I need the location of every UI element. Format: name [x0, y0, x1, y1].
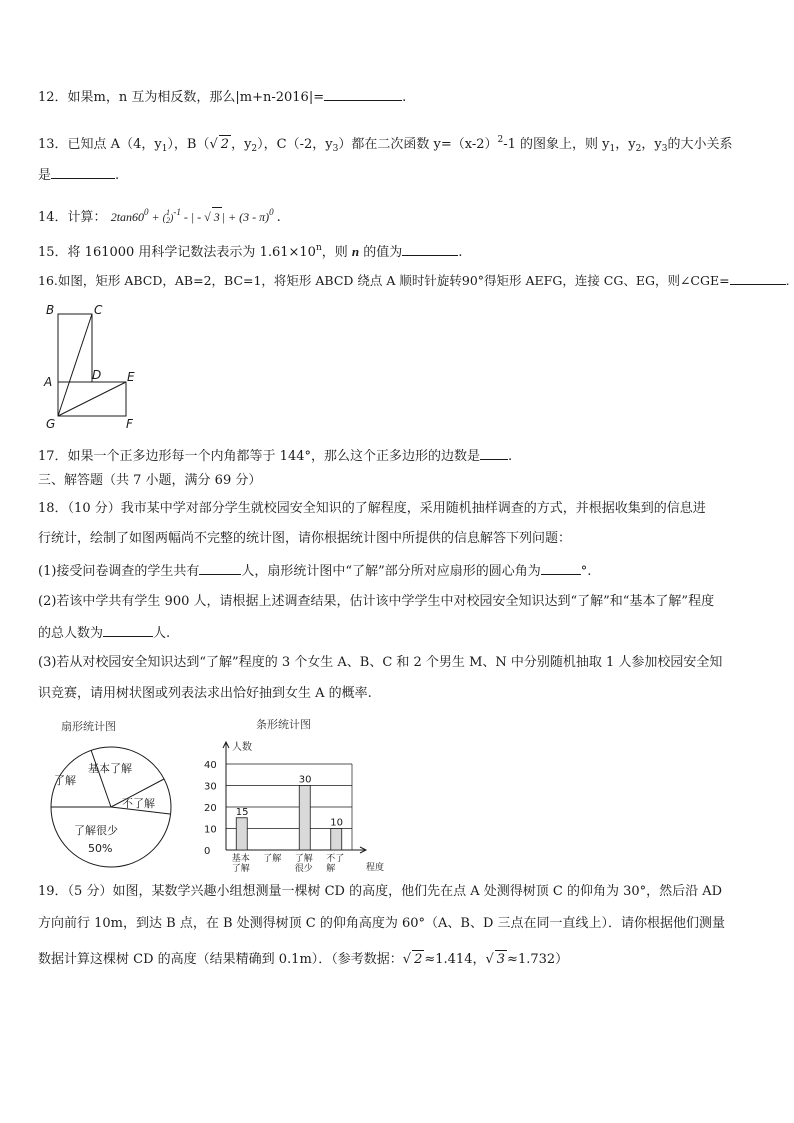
- question-13: 13．已知点 A（4，$y_1$），B（√ 2 ，$y_2$），C（-2，$y_3$）都在二次函数 $y=(x-2)^2-1$ 的图象上，则 $y_1$，$y_2$，$y_3$的大小关系: [38, 135, 733, 154]
- question-18-part2: (2)若该中学共有学生 900 人，请根据上述调查结果，估计该中学学生中对校园安全知识达到“了解”和“基本了解”程度: [38, 594, 715, 609]
- rect-abcd: [58, 314, 92, 382]
- question-13-line2: 是 .: [38, 168, 120, 183]
- segment-eg: [58, 382, 126, 416]
- q18-p2-blank[interactable]: [103, 624, 153, 637]
- q16-rectangle-figure: [38, 300, 148, 435]
- section-3-heading: 三、解答题（共 7 小题，满分 69 分）: [38, 473, 262, 488]
- question-18-part1: (1)接受问卷调查的学生共有 人，扇形统计图中“了解”部分所对应扇形的圆心角为 °.: [38, 564, 592, 579]
- pie-chart-figure: [36, 712, 186, 872]
- sqrt-2: 2: [220, 137, 230, 152]
- question-15: 15．将 161000 用科学记数法表示为 $1.61\times 10^n$，则 n 的值为 .: [38, 243, 463, 260]
- q18-p1-blank2[interactable]: [541, 562, 581, 575]
- pie-label-basic: 基本了解: [88, 762, 132, 775]
- bar-chart-ylabel: 人数: [232, 742, 252, 753]
- bar-chart-figure: [196, 712, 386, 874]
- label-a: A: [44, 375, 53, 389]
- q13-answer-blank[interactable]: [51, 166, 115, 179]
- label-g: G: [46, 417, 56, 431]
- x-category-label: 解: [326, 864, 336, 874]
- bar-3: [331, 829, 342, 851]
- q17-answer-blank[interactable]: [480, 447, 508, 460]
- label-b: B: [46, 303, 55, 317]
- question-18-line1: 18．（10 分）我市某中学对部分学生就校园安全知识的了解程度，采用随机抽样调查的方式，并根据收集到的信息进: [38, 501, 706, 516]
- bar-0: [236, 818, 247, 850]
- pie-label-unknown: 不了解: [122, 797, 155, 810]
- question-18-line2: 行统计，绘制了如图两幅尚不完整的统计图，请你根据统计图中所提供的信息解答下列问题：: [38, 531, 572, 546]
- x-category-label: 很少: [294, 864, 313, 874]
- bar-value-label: 30: [298, 774, 312, 786]
- bar-2: [299, 786, 310, 851]
- y-tick-label: 30: [204, 781, 217, 793]
- q12-answer-blank[interactable]: [324, 88, 402, 101]
- q15-answer-blank[interactable]: [402, 243, 458, 256]
- pie-divider-2: [91, 750, 111, 807]
- label-e: E: [127, 370, 135, 384]
- pie-label-know: 了解: [54, 774, 76, 787]
- y-tick-label: 0: [204, 846, 211, 857]
- pie-label-little-pct: 50%: [88, 842, 113, 855]
- question-18-part3-line2: 识竞赛，请用树状图或列表法求出恰好抽到女生 A 的概率.: [38, 686, 372, 701]
- x-category-label: 了解: [231, 864, 250, 874]
- question-12: 12．如果m，n 互为相反数，那么|m+n-2016|= .: [38, 90, 407, 105]
- question-14: 14．计算： $2\tan 60^0 + (1$ 2)$^{-1}$ - | - √ 3 | + (3 - π)$^0$ .: [38, 207, 281, 225]
- x-category-label: 了解: [263, 854, 282, 864]
- label-f: F: [126, 417, 133, 431]
- bar-value-label: 10: [330, 817, 343, 829]
- q12-text: 12．如果m，n 互为相反数，那么|m+n-2016|=: [38, 90, 325, 105]
- label-c: C: [94, 303, 103, 317]
- pie-title: 扇形统计图: [61, 720, 116, 733]
- bar-value-label: 15: [235, 806, 249, 818]
- question-19-line1: 19．（5 分）如图，某数学兴趣小组想测量一棵树 CD 的高度，他们先在点 A 处测得树顶 C 的仰角为 30°，然后沿 AD: [38, 884, 723, 899]
- bar-chart-title: 条形统计图: [256, 718, 311, 731]
- x-category-label: 基本: [231, 854, 250, 864]
- label-d: D: [92, 368, 102, 382]
- pie-label-little: 了解很少: [74, 824, 118, 837]
- question-18-part3: (3)若从对校园安全知识达到“了解”程度的 3 个女生 A、B、C 和 2 个男生 M、N 中分别随机抽取 1 人参加校园安全知: [38, 655, 723, 670]
- y-tick-label: 20: [204, 803, 217, 814]
- y-tick-label: 40: [204, 760, 217, 771]
- x-category-label: 了解: [294, 854, 313, 864]
- q14-expression: $2\tan 60^0 + (1$ 2)$^{-1}$ - | - √ 3 | + (3 - π)$^0$: [110, 207, 274, 225]
- question-16: 16.如图，矩形 ABCD，AB=2，BC=1，将矩形 ABCD 绕点 A 顺时针旋转90°得矩形 AEFG，连接 CG、EG，则∠CGE= .: [38, 273, 790, 288]
- x-category-label: 不了: [326, 854, 345, 864]
- segment-cg: [58, 314, 92, 416]
- q18-p1-blank1[interactable]: [199, 562, 241, 575]
- question-19-line2: 方向前行 10m，到达 B 点，在 B 处测得树顶 C 的仰角高度为 60°（A、B、D 三点在同一直线上）．请你根据他们测量: [38, 916, 726, 931]
- q16-answer-blank[interactable]: [730, 272, 786, 285]
- question-17: 17．如果一个正多边形每一个内角都等于 144°，那么这个正多边形的边数是 .: [38, 449, 513, 464]
- question-18-part2-line2: 的总人数为 人.: [38, 626, 171, 641]
- bar-chart-xlabel: 程度: [366, 863, 385, 873]
- question-19-line3: 数据计算这棵树 CD 的高度（结果精确到 0.1m）．（参考数据：√ 2 ≈1.414，√ 3 ≈1.732）: [38, 952, 569, 967]
- y-tick-label: 10: [204, 824, 217, 836]
